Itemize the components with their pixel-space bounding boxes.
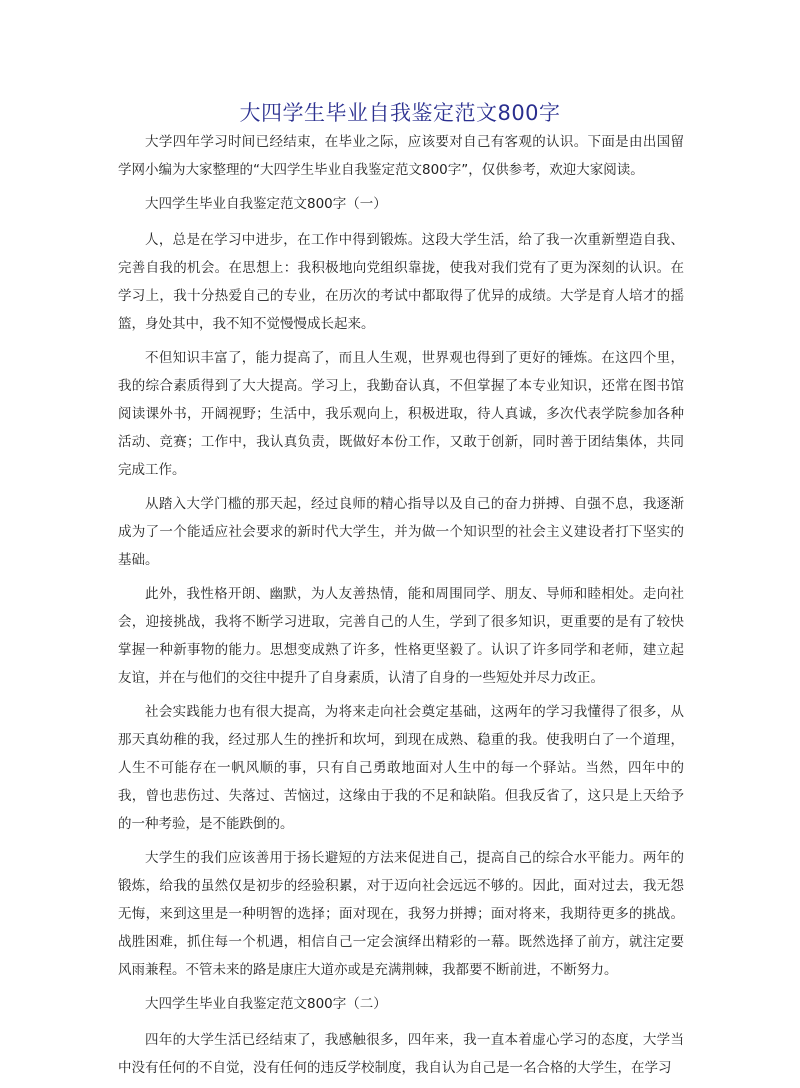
section-1-heading: 大四学生毕业自我鉴定范文800字（一） [145, 196, 387, 212]
document-body [118, 128, 684, 1088]
section-1-paragraph-2: 不但知识丰富了，能力提高了，而且人生观，世界观也得到了更好的锤炼。在这四个里，我的综合素质得到了大大提高。学习上，我勤奋认真，不但掌握了本专业知识，还常在图书馆阅读课外书，开阔视野；生活中，我乐观向上，积极进取，待人真诚，多次代表学院参加各种活动、竞赛；工作中，我认真负责，既做好本份工作，又敢于创新，同时善于团结集体，共同完成工作。 [118, 350, 684, 478]
intro-paragraph: 大学四年学习时间已经结束，在毕业之际，应该要对自己有客观的认识。下面是由出国留学网小编为大家整理的“大四学生毕业自我鉴定范文800字”，仅供参考，欢迎大家阅读。 [118, 134, 684, 178]
section-1-paragraph-4: 此外，我性格开朗、幽默，为人友善热情，能和周围同学、朋友、导师和睦相处。走向社会，迎接挑战，我将不断学习进取，完善自己的人生，学到了很多知识，更重要的是有了较快掌握一种新事物的能力。思想变成熟了许多，性格更坚毅了。认识了许多同学和老师，建立起友谊，并在与他们的交往中提升了自身素质，认清了自身的一些短处并尽力改正。 [118, 586, 684, 686]
section-2-paragraph-1: 四年的大学生活已经结束了，我感触很多，四年来，我一直本着虚心学习的态度，大学当中没有任何的不自觉，没有任何的违反学校制度，我自认为自己是一名合格的大学生，在学习 [118, 1032, 684, 1076]
section-1-paragraph-6: 大学生的我们应该善用于扬长避短的方法来促进自己，提高自己的综合水平能力。两年的锻炼，给我的虽然仅是初步的经验积累，对于迈向社会远远不够的。因此，面对过去，我无怨无悔，来到这里是一种明智的选择；面对现在，我努力拼搏；面对将来，我期待更多的挑战。战胜困难，抓住每一个机遇，相信自己一定会演绎出精彩的一幕。既然选择了前方，就注定要风雨兼程。不管未来的路是康庄大道亦或是充满荆棘，我都要不断前进，不断努力。 [118, 850, 684, 978]
section-1-paragraph-5: 社会实践能力也有很大提高，为将来走向社会奠定基础，这两年的学习我懂得了很多，从那天真幼稚的我，经过那人生的挫折和坎坷，到现在成熟、稳重的我。使我明白了一个道理，人生不可能存在一帆风顺的事，只有自己勇敢地面对人生中的每一个驿站。当然，四年中的我，曾也悲伤过、失落过、苦恼过，这缘由于我的不足和缺陷。但我反省了，这只是上天给予的一种考验，是不能跌倒的。 [118, 704, 684, 832]
section-1-paragraph-1: 人，总是在学习中进步，在工作中得到锻炼。这段大学生活，给了我一次重新塑造自我、完善自我的机会。在思想上：我积极地向党组织靠拢，使我对我们党有了更为深刻的认识。在学习上，我十分热爱自己的专业，在历次的考试中都取得了优异的成绩。大学是育人培才的摇篮，身处其中，我不知不觉慢慢成长起来。 [118, 232, 684, 332]
section-1-paragraph-3: 从踏入大学门槛的那天起，经过良师的精心指导以及自己的奋力拼搏、自强不息，我逐渐成为了一个能适应社会要求的新时代大学生，并为做一个知识型的社会主义建设者打下坚实的基础。 [118, 496, 684, 568]
section-2-heading: 大四学生毕业自我鉴定范文800字（二） [145, 996, 387, 1012]
document-title: 大四学生毕业自我鉴定范文800字 [239, 101, 561, 125]
